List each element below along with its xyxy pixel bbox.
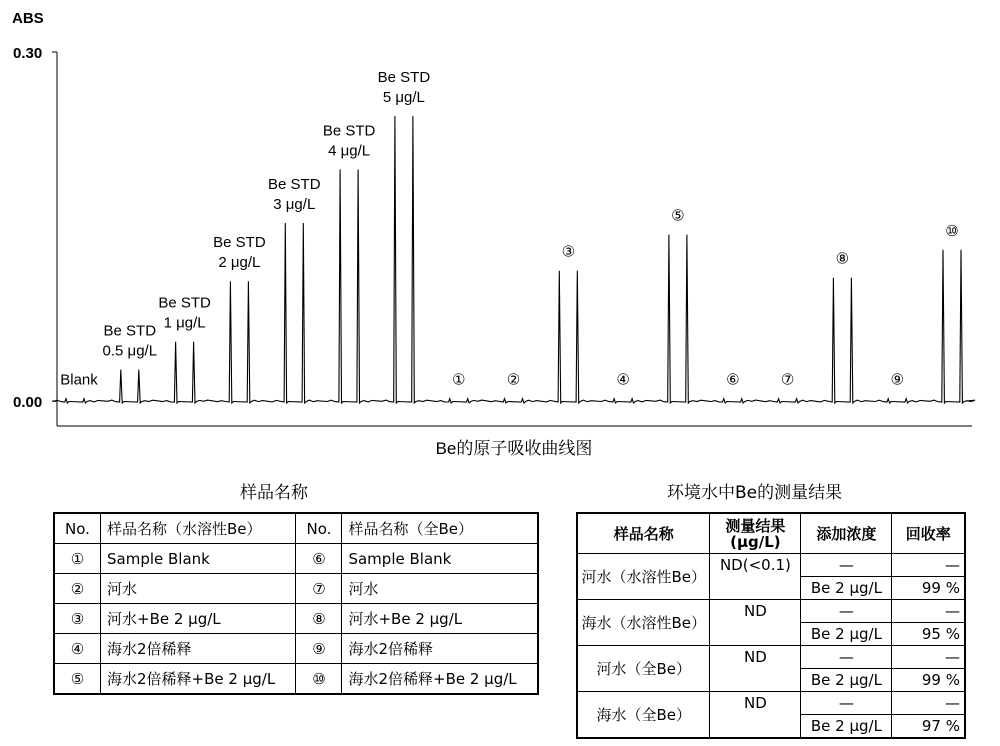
- peak-label: Be STD: [322, 122, 376, 140]
- peak-label: ⑥: [726, 371, 740, 389]
- peak-label: ⑦: [780, 371, 795, 389]
- measured-result: [710, 669, 801, 692]
- sample-name: 海水2倍稀释+Be 2 μg/L: [101, 664, 296, 695]
- peak-label: ⑤: [671, 207, 685, 225]
- table-row: [54, 574, 538, 604]
- added-concentration: —: [801, 554, 892, 577]
- recovery-rate: —: [892, 692, 965, 715]
- sample-name: Sample Blank: [101, 544, 296, 574]
- measured-result: [710, 623, 801, 646]
- result-sample-name: 河水（全Be）: [577, 646, 710, 692]
- peak-label: Blank: [60, 371, 98, 389]
- peak-label: 4 μg/L: [328, 142, 371, 160]
- measured-result: ND: [710, 692, 801, 715]
- table1-header-row: [54, 513, 538, 544]
- measured-result: [710, 715, 801, 739]
- added-concentration: —: [801, 646, 892, 669]
- added-concentration: Be 2 μg/L: [801, 623, 892, 646]
- peak-label: Be STD: [103, 322, 157, 340]
- sample-name: 河水+Be 2 μg/L: [342, 604, 538, 634]
- sample-number: ③: [54, 604, 101, 634]
- sample-number: ②: [54, 574, 101, 604]
- peak-label: ⑨: [890, 371, 904, 389]
- table1-header-no2: No.: [296, 513, 342, 544]
- table1-caption: 样品名称: [240, 483, 308, 503]
- recovery-rate: —: [892, 554, 965, 577]
- sample-number: ⑥: [296, 544, 342, 574]
- added-concentration: Be 2 μg/L: [801, 669, 892, 692]
- peak-label: 1 μg/L: [163, 314, 206, 332]
- peak-label: 2 μg/L: [218, 254, 261, 272]
- peak-label: ⑧: [835, 250, 850, 268]
- sample-number: ⑧: [296, 604, 342, 634]
- table2-header-added: 添加浓度: [801, 513, 892, 554]
- recovery-rate: —: [892, 646, 965, 669]
- table-row: [577, 554, 965, 577]
- y-tick-top: 0.30: [13, 45, 43, 62]
- sample-number: ⑨: [296, 634, 342, 664]
- recovery-rate: 99 %: [892, 669, 965, 692]
- table2-header-sample: 样品名称: [577, 513, 710, 554]
- recovery-rate: 97 %: [892, 715, 965, 739]
- table-row: [577, 692, 965, 715]
- sample-name: 河水+Be 2 μg/L: [101, 604, 296, 634]
- peak-label: ⑩: [945, 222, 959, 240]
- sample-number: ④: [54, 634, 101, 664]
- y-tick-bottom: 0.00: [13, 394, 43, 411]
- table-row: [54, 544, 538, 574]
- added-concentration: Be 2 μg/L: [801, 577, 892, 600]
- y-axis-label: ABS: [12, 10, 44, 27]
- recovery-rate: 99 %: [892, 577, 965, 600]
- sample-name: 海水2倍稀释+Be 2 μg/L: [342, 664, 538, 695]
- measured-result: [710, 577, 801, 600]
- peak-labels: [60, 69, 958, 389]
- recovery-rate: —: [892, 600, 965, 623]
- table1-header-no: No.: [54, 513, 101, 544]
- peak-label: ④: [616, 371, 630, 389]
- peak-label: ②: [506, 371, 521, 389]
- table2-caption: 环境水中Be的测量结果: [667, 483, 843, 503]
- table-row: [577, 646, 965, 669]
- table2-header-result: 测量结果 (μg/L): [710, 513, 801, 554]
- measured-result: ND: [710, 600, 801, 623]
- sample-name: 海水2倍稀释: [101, 634, 296, 664]
- peak-label: Be STD: [213, 234, 266, 252]
- sample-name: 河水: [342, 574, 538, 604]
- peak-label: ①: [451, 371, 466, 389]
- peak-label: 0.5 μg/L: [102, 342, 158, 360]
- table1-header-name2: 样品名称（全Be）: [342, 513, 538, 544]
- table-row: [54, 634, 538, 664]
- table1-header-name: 样品名称（水溶性Be）: [101, 513, 296, 544]
- peak-label: 5 μg/L: [382, 89, 425, 106]
- peak-label: Be STD: [268, 176, 321, 193]
- measured-result: ND(<0.1): [710, 554, 801, 577]
- result-sample-name: 海水（水溶性Be）: [577, 600, 710, 646]
- sample-names-table: [53, 512, 539, 695]
- x-axis-label: Be的原子吸收曲线图: [435, 439, 593, 458]
- peak-label: Be STD: [377, 69, 431, 86]
- added-concentration: —: [801, 692, 892, 715]
- sample-number: ⑤: [54, 664, 101, 695]
- recovery-rate: 95 %: [892, 623, 965, 646]
- sample-name: 海水2倍稀释: [342, 634, 538, 664]
- table-row: [577, 600, 965, 623]
- result-sample-name: 海水（全Be）: [577, 692, 710, 739]
- peak-label: Be STD: [158, 294, 211, 312]
- peak-label: ③: [561, 243, 576, 261]
- peak-label: 3 μg/L: [273, 196, 316, 213]
- table-row: [54, 604, 538, 634]
- sample-name: 河水: [101, 574, 296, 604]
- sample-number: ⑦: [296, 574, 342, 604]
- sample-number: ⑩: [296, 664, 342, 695]
- sample-number: ①: [54, 544, 101, 574]
- added-concentration: Be 2 μg/L: [801, 715, 892, 739]
- results-table: [576, 512, 966, 739]
- added-concentration: —: [801, 600, 892, 623]
- table-row: [54, 664, 538, 695]
- table2-header-recovery: 回收率: [892, 513, 965, 554]
- result-sample-name: 河水（水溶性Be）: [577, 554, 710, 600]
- sample-name: Sample Blank: [342, 544, 538, 574]
- table2-header-row: [577, 513, 965, 554]
- measured-result: ND: [710, 646, 801, 669]
